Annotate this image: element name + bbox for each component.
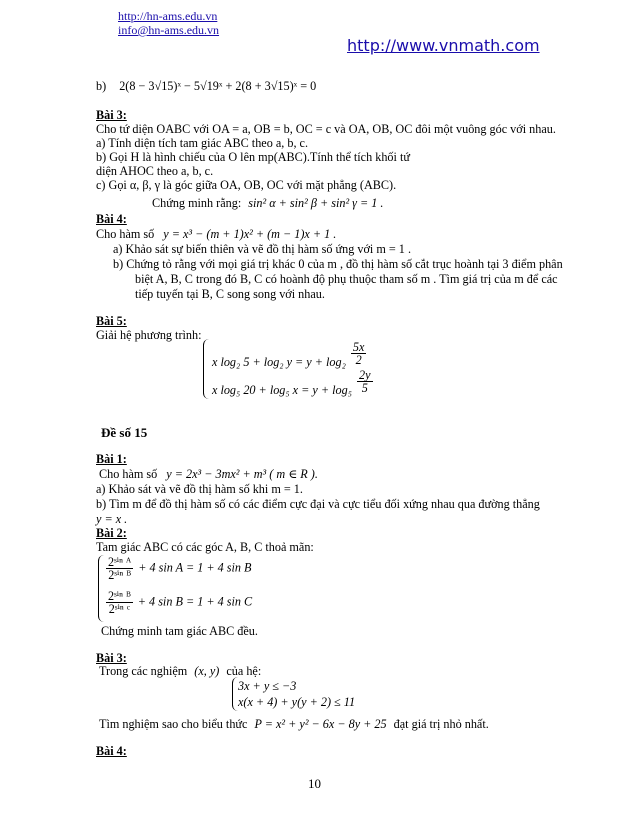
bai5-line1: Giải hệ phương trình:	[96, 328, 202, 342]
vnmath-link[interactable]: http://www.vnmath.com	[347, 36, 540, 55]
b15-1-item-a: a) Khảo sát và vẽ đồ thị hàm số khi m = 1.	[96, 482, 303, 496]
b15-3-line2-prefix: Tìm nghiệm sao cho biểu thức	[99, 717, 248, 731]
bai4-line1-prefix: Cho hàm số	[96, 227, 155, 241]
bai3-line2: a) Tính diện tích tam giác ABC theo a, b, c.	[96, 136, 308, 150]
bai5-eq2-numerator: 2y	[359, 368, 371, 382]
de15-title: Đề số 15	[101, 425, 148, 440]
site-link[interactable]: http://hn-ams.edu.vn	[118, 9, 218, 23]
b15-1-title: Bài 1:	[96, 452, 127, 466]
b15-2-eq1-denominator: 2ˢⁱⁿ ᴮ	[108, 568, 131, 582]
bai3-line6	[152, 196, 383, 210]
bai4-item-b-line3: tiếp tuyến tại B, C song song với nhau.	[135, 287, 325, 301]
b15-2-line1: Tam giác ABC có các góc A, B, C thoả mãn:	[96, 540, 314, 554]
b15-2-eq1-rest: + 4 sin A = 1 + 4 sin B	[138, 560, 252, 575]
bai4-item-a: a) Khảo sát sự biến thiên và vẽ đồ thị hàm số ứng với m = 1 .	[113, 242, 411, 256]
b15-2-eq2-numerator: 2ˢⁱⁿ ᴮ	[108, 589, 131, 603]
b15-3-line1	[99, 664, 261, 678]
bai5-eq1-left: x log₂ 5 + log₂ y = y + log₂	[212, 355, 346, 370]
b15-2-title: Bài 2:	[96, 526, 127, 540]
bai4-line1	[96, 227, 336, 241]
bai3-line6-equation: sin² α + sin² β + sin² γ = 1 .	[248, 196, 384, 210]
bai3-line4: diện AHOC theo a, b, c.	[96, 164, 214, 178]
b15-1-item-b-line1: b) Tìm m để đồ thị hàm số có các điểm cực đại và cực tiểu đối xứng nhau qua đường thẳng	[96, 497, 540, 511]
b15-1-item-b-line2: y = x .	[96, 512, 128, 526]
bai5-eq2-denominator: 5	[361, 381, 368, 395]
bai5-eq1-numerator: 5x	[352, 340, 365, 354]
b15-3-system-line1: 3x + y ≤ −3	[238, 679, 297, 693]
bai5-eq1-denominator: 2	[355, 353, 362, 367]
item-b-equation: 2(8 − 3√15)ˣ − 5√19ˣ + 2(8 + 3√15)ˣ = 0	[119, 79, 317, 93]
bai5-eq2	[212, 368, 375, 398]
b15-3-title: Bài 3:	[96, 651, 127, 665]
b15-2-eq2	[104, 590, 252, 615]
bai5-title: Bài 5:	[96, 314, 127, 328]
bai4-item-b-line2: biệt A, B, C trong đó B, C có hoành độ phụ thuộc tham số m . Tìm giá trị của m để các	[135, 272, 558, 286]
bai5-eq1-fraction	[351, 341, 367, 366]
b15-1-line1	[99, 467, 318, 481]
b15-2-line2: Chứng minh tam giác ABC đều.	[101, 624, 258, 638]
bai5-eq1	[212, 340, 368, 370]
b15-1-line1-equation: y = 2x³ − 3mx² + m³ ( m ∈ R ).	[166, 467, 318, 481]
b15-2-eq2-rest: + 4 sin B = 1 + 4 sin C	[137, 594, 253, 609]
header-links	[118, 9, 219, 37]
b15-3-system-line2: x(x + 4) + y(y + 2) ≤ 11	[238, 695, 356, 709]
b15-2-eq1	[104, 556, 252, 581]
b15-3-line1-equation: (x, y)	[194, 664, 220, 678]
b15-4-title: Bài 4:	[96, 744, 127, 758]
b15-2-eq2-fraction	[106, 590, 133, 615]
bai4-title: Bài 4:	[96, 212, 127, 226]
bai4-line1-equation: y = x³ − (m + 1)x² + (m − 1)x + 1 .	[163, 227, 337, 241]
b15-3-line1-suffix: của hệ:	[226, 664, 262, 678]
bai5-system-brace	[203, 339, 212, 399]
b15-3-line2	[99, 717, 489, 731]
bai3-title: Bài 3:	[96, 108, 127, 122]
b15-3-line1-prefix: Trong các nghiệm	[99, 664, 188, 678]
b15-1-line1-prefix: Cho hàm số	[99, 467, 158, 481]
bai5-eq2-fraction	[357, 369, 373, 394]
b15-2-eq1-fraction	[106, 556, 133, 581]
b15-2-eq1-numerator: 2ˢⁱⁿ ᴬ	[108, 555, 132, 569]
b15-3-line2-equation: P = x² + y² − 6x − 8y + 25	[254, 717, 387, 731]
bai3-line5: c) Gọi α, β, γ là góc giữa OA, OB, OC với mặt phẳng (ABC).	[96, 178, 397, 192]
b15-2-eq2-denominator: 2ˢⁱⁿ ᶜ	[108, 602, 130, 616]
bai3-line6-prefix: Chứng minh rằng:	[152, 196, 242, 210]
bai3-line1: Cho tứ diện OABC với OA = a, OB = b, OC = c và OA, OB, OC đôi một vuông góc với nhau.	[96, 122, 556, 136]
bai3-line3: b) Gọi H là hình chiếu của O lên mp(ABC).Tính thể tích khối tứ	[96, 150, 410, 164]
bai4-item-b-line1: b) Chứng tỏ rằng với mọi giá trị khác 0 của m , đồ thị hàm số cắt trục hoành tại 3 điểm phân	[113, 257, 563, 271]
email-link[interactable]: info@hn-ams.edu.vn	[118, 23, 220, 37]
bai5-eq2-left: x log₅ 20 + log₅ x = y + log₅	[212, 383, 352, 398]
b15-3-line2-suffix: đạt giá trị nhỏ nhất.	[393, 717, 489, 731]
item-b-prefix: b)	[96, 79, 107, 93]
page-number: 10	[308, 776, 321, 791]
top-item-b	[96, 79, 316, 93]
